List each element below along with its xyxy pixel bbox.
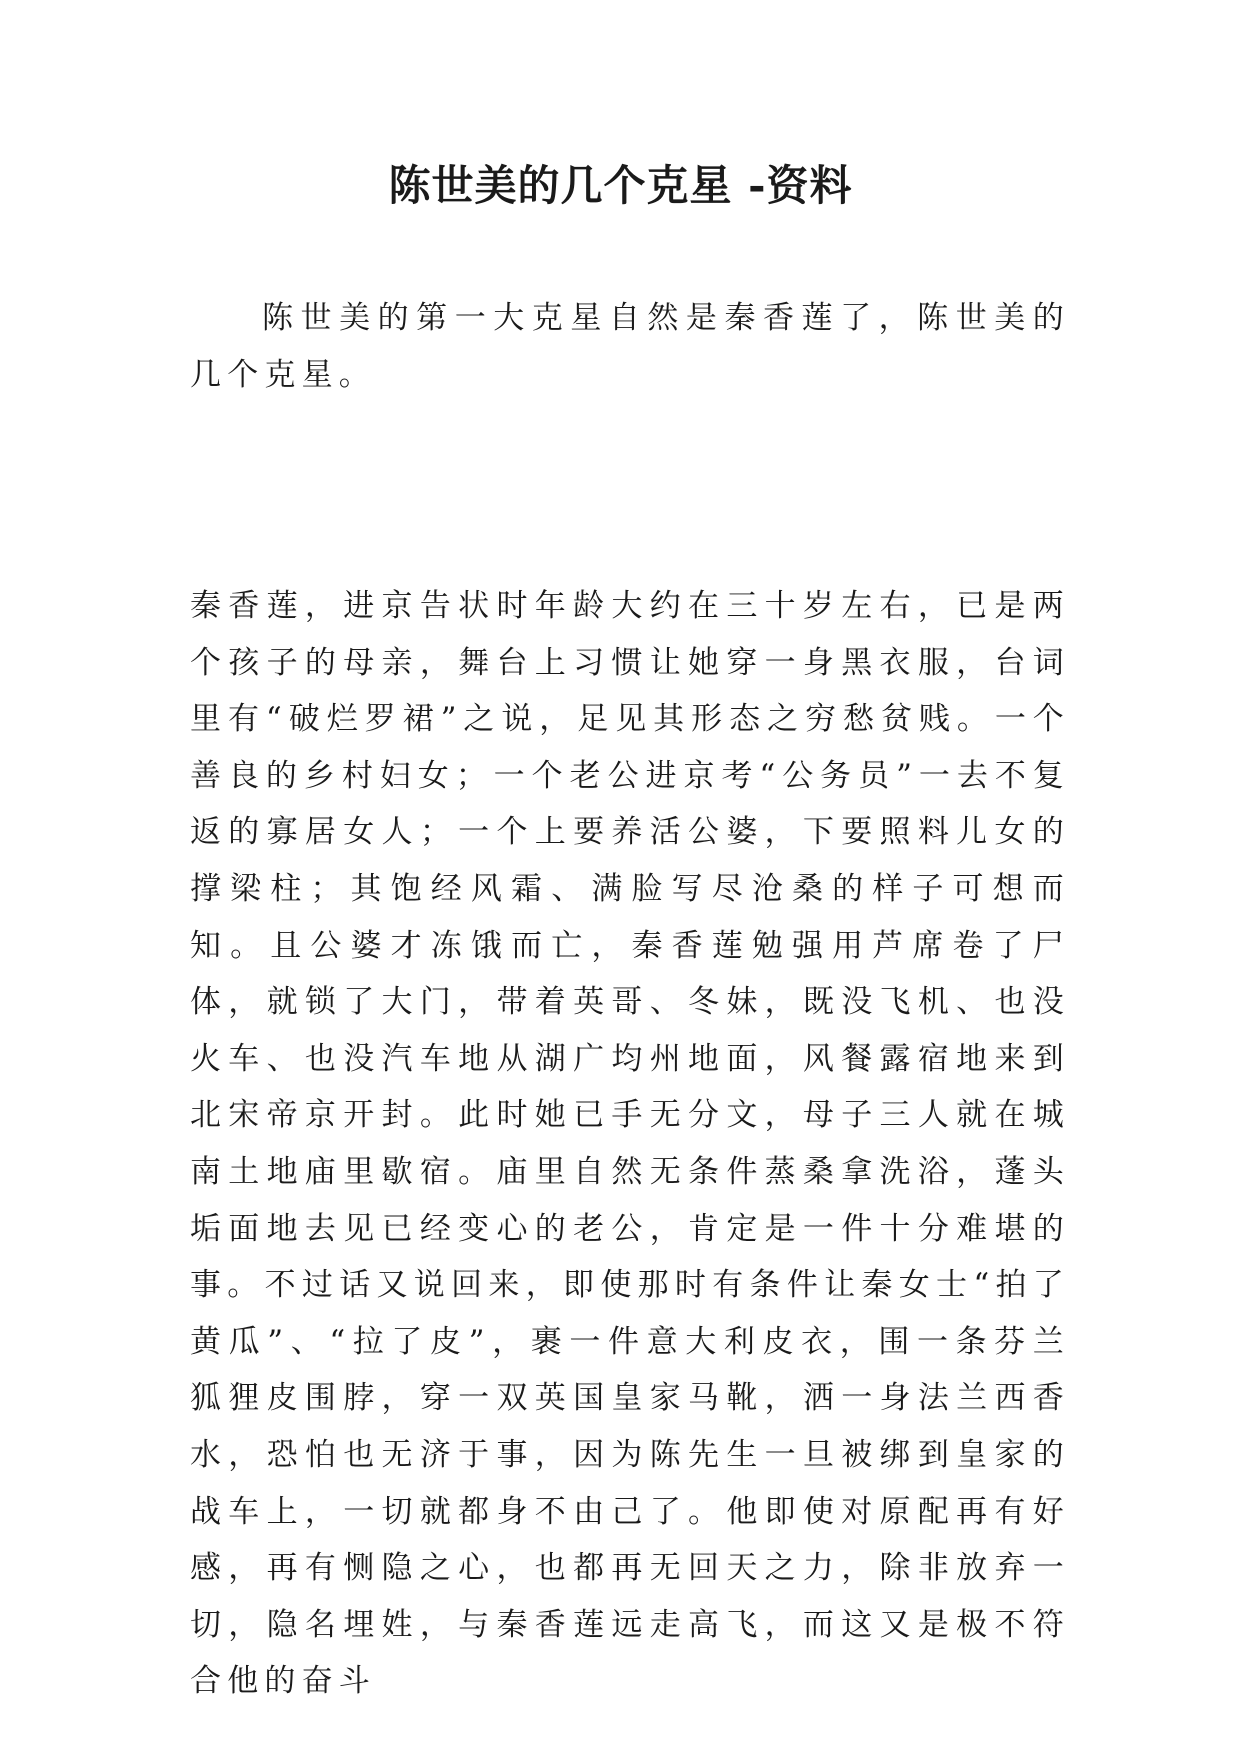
intro-paragraph: 陈世美的第一大克星自然是秦香莲了，陈世美的几个克星。 (190, 300, 1070, 393)
document-title: 陈世美的几个克星 -资料 (388, 161, 853, 210)
body-paragraph: 秦香莲，进京告状时年龄大约在三十岁左右，已是两个孩子的母亲，舞台上习惯让她穿一身黑衣服，台词里有“破烂罗裙”之说，足见其形态之穷愁贫贱。一个善良的乡村妇女；一个老公进京考“公务员”一去不复返的寡居女人；一个上要养活公婆，下要照料儿女的撑梁柱；其饱经风霜、满脸写尽沧桑的样子可想而知。且公婆才冻饿而亡，秦香莲勉强用芦席卷了尸体，就锁了大门，带着英哥、冬妹，既没飞机、也没火车、也没汽车地从湖广均州地面，风餐露宿地来到北宋帝京开封。此时她已手无分文，母子三人就在城南土地庙里歇宿。庙里自然无条件蒸桑拿洗浴，蓬头垢面地去见已经变心的老公，肯定是一件十分难堪的事。不过话又说回来，即使那时有条件让秦女士“拍了黄瓜”、“拉了皮”，裹一件意大利皮衣，围一条芬兰狐狸皮围脖，穿一双英国皇家马靴，洒一身法兰西香水，恐怕也无济于事，因为陈先生一旦被绑到皇家的战车上，一切就都身不由己了。他即使对原配再有好感，再有恻隐之心，也都再无回天之力，除非放弃一切，隐名埋姓，与秦香莲远走高飞，而这又是极不符合他的奋斗 (190, 588, 1070, 1700)
